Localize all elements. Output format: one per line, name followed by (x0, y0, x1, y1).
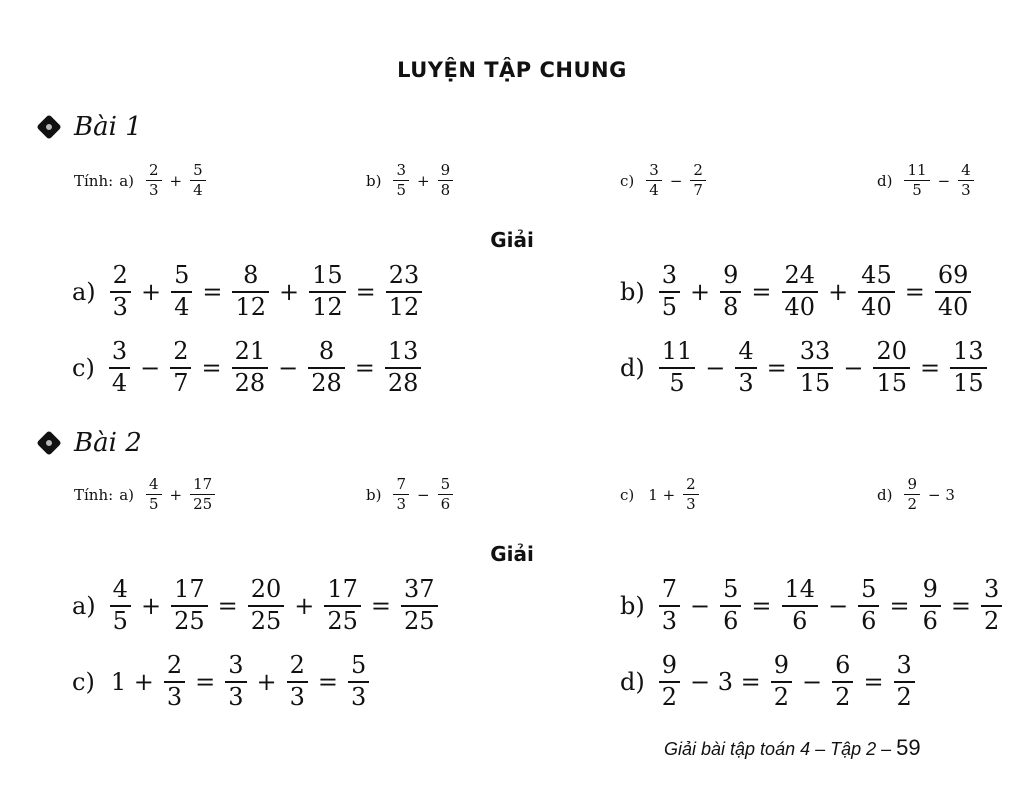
denominator: 8 (723, 292, 739, 321)
numerator: 17 (327, 575, 358, 603)
solution-c (72, 338, 421, 397)
denominator: 3 (661, 606, 678, 635)
fraction (164, 652, 185, 711)
operator: 1 + (110, 667, 154, 696)
fraction (190, 162, 206, 200)
numerator: 17 (174, 575, 205, 603)
denominator: 3 (289, 682, 305, 711)
numerator: 21 (234, 337, 266, 365)
fraction (935, 262, 972, 321)
denominator: 4 (649, 181, 659, 200)
numerator: 20 (250, 575, 282, 603)
operator: = (889, 591, 910, 620)
item-label: b) (620, 591, 645, 620)
problem-a (119, 162, 205, 200)
numerator: 20 (876, 337, 907, 365)
denominator: 8 (440, 181, 451, 200)
fraction (308, 338, 345, 397)
denominator: 3 (112, 292, 128, 321)
fraction (393, 476, 409, 514)
denominator: 2 (661, 682, 678, 711)
problem-row (74, 162, 206, 200)
solution-a (72, 262, 422, 321)
fraction (225, 652, 246, 711)
numerator: 9 (661, 651, 678, 679)
denominator: 25 (327, 606, 358, 635)
fraction (797, 338, 834, 397)
page-footer (664, 735, 921, 761)
item-label: c) (620, 485, 635, 504)
fraction (386, 262, 423, 321)
solution-d (620, 338, 987, 397)
problem-c (620, 476, 699, 514)
denominator: 15 (876, 368, 907, 397)
numerator: 5 (723, 575, 739, 603)
fraction (659, 652, 680, 711)
numerator: 7 (396, 475, 407, 493)
numerator: 23 (388, 261, 420, 289)
fraction (170, 338, 191, 397)
operator: − (802, 667, 823, 696)
numerator: 5 (351, 651, 367, 679)
operator: + (169, 171, 183, 190)
fraction (683, 476, 699, 514)
page-number: 59 (896, 735, 921, 760)
diamond-bullet-icon (36, 114, 61, 139)
numerator: 14 (784, 575, 816, 603)
fraction (894, 652, 915, 711)
denominator: 28 (311, 368, 342, 397)
numerator: 9 (723, 261, 739, 289)
denominator: 3 (738, 368, 754, 397)
section-heading-text: Bài 1 (74, 112, 142, 142)
solution-heading: Giải (490, 542, 534, 566)
numerator: 5 (440, 475, 451, 493)
denominator: 3 (396, 495, 407, 514)
fraction (904, 476, 920, 514)
operator: + (279, 277, 300, 306)
numerator: 2 (289, 651, 305, 679)
fraction (920, 576, 941, 635)
solution-d (620, 652, 915, 711)
denominator: 7 (693, 181, 703, 200)
fraction (438, 162, 454, 200)
operator: + (140, 591, 162, 620)
operator: = (195, 667, 216, 696)
fraction (782, 262, 819, 321)
item-label: c) (72, 353, 95, 382)
fraction (309, 262, 346, 321)
item-label: a) (72, 591, 96, 620)
problem-b (366, 476, 453, 514)
denominator: 28 (387, 368, 419, 397)
numerator: 5 (174, 261, 190, 289)
operator: − (828, 591, 849, 620)
fraction (646, 162, 662, 200)
solution-a (72, 576, 438, 635)
operator: + (256, 667, 277, 696)
operator: − (140, 353, 161, 382)
fraction (782, 576, 819, 635)
fraction (958, 162, 974, 200)
fraction (832, 652, 853, 711)
denominator: 6 (723, 606, 739, 635)
denominator: 12 (312, 292, 343, 321)
fraction (248, 576, 285, 635)
fraction (110, 262, 131, 321)
denominator: 2 (983, 606, 1000, 635)
fraction (720, 262, 741, 321)
fraction (401, 576, 438, 635)
fraction (858, 576, 879, 635)
numerator: 15 (312, 261, 343, 289)
denominator: 3 (228, 682, 244, 711)
solution-b (620, 576, 1002, 635)
denominator: 3 (148, 181, 159, 200)
fraction (232, 262, 269, 321)
operator: = (217, 591, 238, 620)
fraction (110, 576, 131, 635)
numerator: 2 (166, 651, 183, 679)
denominator: 40 (937, 292, 969, 321)
fraction (735, 338, 756, 397)
item-label: b) (620, 277, 645, 306)
numerator: 3 (983, 575, 1000, 603)
numerator: 4 (738, 337, 754, 365)
fraction (287, 652, 308, 711)
numerator: 11 (907, 161, 927, 179)
numerator: 45 (861, 261, 892, 289)
item-label: a) (119, 485, 134, 504)
numerator: 2 (693, 161, 703, 179)
numerator: 8 (243, 261, 259, 289)
problem-c (620, 162, 706, 200)
denominator: 2 (896, 682, 912, 711)
operator: = (751, 277, 772, 306)
operator: − (705, 353, 726, 382)
operator: − (843, 353, 864, 382)
denominator: 15 (953, 368, 984, 397)
footer-text: Giải bài tập toán 4 – Tập 2 – (664, 739, 892, 759)
fraction (232, 338, 269, 397)
numerator: 9 (773, 651, 790, 679)
denominator: 40 (784, 292, 816, 321)
operator: + (140, 277, 162, 306)
operator: − (937, 171, 951, 190)
denominator: 6 (792, 606, 808, 635)
numerator: 2 (148, 161, 159, 179)
fraction (393, 162, 409, 200)
denominator: 2 (773, 682, 790, 711)
numerator: 3 (896, 651, 912, 679)
item-label: d) (620, 353, 645, 382)
operator: − (417, 485, 430, 504)
operator: = (863, 667, 884, 696)
fraction (438, 476, 454, 514)
item-label: d) (620, 667, 645, 696)
section-heading-bai-1 (36, 112, 142, 142)
item-label: a) (72, 277, 96, 306)
denominator: 7 (173, 368, 189, 397)
item-label: c) (620, 171, 635, 190)
fraction (720, 576, 741, 635)
denominator: 5 (396, 181, 407, 200)
operator: − (690, 591, 711, 620)
numerator: 4 (148, 475, 159, 493)
numerator: 7 (661, 575, 678, 603)
numerator: 6 (835, 651, 851, 679)
operator: 1 + (648, 485, 676, 504)
item-label: d) (877, 171, 893, 190)
denominator: 2 (907, 495, 918, 514)
numerator: 2 (686, 475, 696, 493)
denominator: 6 (440, 495, 451, 514)
numerator: 3 (396, 161, 407, 179)
section-heading-text: Bài 2 (74, 428, 142, 458)
denominator: 40 (861, 292, 892, 321)
denominator: 4 (174, 292, 190, 321)
denominator: 2 (835, 682, 851, 711)
denominator: 4 (193, 181, 203, 200)
denominator: 28 (234, 368, 266, 397)
numerator: 69 (937, 261, 969, 289)
numerator: 9 (440, 161, 451, 179)
item-label: d) (877, 485, 893, 504)
page-title: LUYỆN TẬP CHUNG (397, 58, 627, 82)
operator: + (417, 171, 430, 190)
solution-heading: Giải (490, 228, 534, 252)
fraction (981, 576, 1002, 635)
numerator: 3 (649, 161, 659, 179)
denominator: 25 (250, 606, 282, 635)
numerator: 4 (112, 575, 128, 603)
numerator: 24 (784, 261, 816, 289)
problem-row (74, 476, 215, 514)
denominator: 3 (961, 181, 971, 200)
fraction (659, 262, 680, 321)
fraction (950, 338, 987, 397)
section-heading-bai-2 (36, 428, 142, 458)
fraction (348, 652, 369, 711)
item-label: b) (366, 171, 382, 190)
operator: + (690, 277, 711, 306)
operator: = (354, 353, 375, 382)
denominator: 4 (111, 368, 128, 397)
numerator: 17 (193, 475, 213, 493)
operator: = (355, 277, 376, 306)
operator: − 3 (928, 485, 955, 504)
denominator: 25 (174, 606, 205, 635)
numerator: 3 (228, 651, 244, 679)
fraction (171, 262, 192, 321)
denominator: 25 (193, 495, 213, 514)
operator: − (669, 171, 683, 190)
fraction (690, 162, 706, 200)
fraction (659, 338, 696, 397)
numerator: 4 (961, 161, 971, 179)
operator: + (828, 277, 849, 306)
denominator: 5 (148, 495, 159, 514)
numerator: 9 (907, 475, 918, 493)
fraction (904, 162, 929, 200)
fraction (324, 576, 361, 635)
fraction (109, 338, 130, 397)
numerator: 8 (318, 337, 335, 365)
fraction (171, 576, 208, 635)
problem-intro: Tính: (74, 171, 114, 190)
problem-intro: Tính: (74, 485, 114, 504)
numerator: 13 (953, 337, 984, 365)
numerator: 3 (661, 261, 678, 289)
denominator: 5 (112, 606, 128, 635)
numerator: 13 (387, 337, 419, 365)
problem-d (877, 476, 957, 514)
fraction (146, 162, 162, 200)
denominator: 15 (799, 368, 831, 397)
operator: = (950, 591, 971, 620)
numerator: 5 (193, 161, 203, 179)
denominator: 5 (669, 368, 685, 397)
problem-b (366, 162, 453, 200)
fraction (659, 576, 680, 635)
denominator: 25 (404, 606, 435, 635)
fraction (190, 476, 215, 514)
item-label: c) (72, 667, 95, 696)
numerator: 9 (922, 575, 938, 603)
solution-c (72, 652, 369, 711)
denominator: 3 (166, 682, 183, 711)
item-label: b) (366, 485, 382, 504)
item-label: a) (119, 171, 134, 190)
numerator: 2 (112, 261, 128, 289)
operator: + (169, 485, 183, 504)
fraction (771, 652, 792, 711)
fraction (858, 262, 895, 321)
operator: − 3 = (690, 667, 761, 696)
operator: = (766, 353, 787, 382)
operator: = (919, 353, 941, 382)
denominator: 3 (686, 495, 696, 514)
denominator: 6 (861, 606, 877, 635)
denominator: 5 (661, 292, 678, 321)
denominator: 3 (351, 682, 367, 711)
operator: − (278, 353, 299, 382)
denominator: 12 (388, 292, 420, 321)
operator: = (202, 277, 223, 306)
solution-b (620, 262, 971, 321)
operator: + (294, 591, 315, 620)
problem-a (119, 476, 215, 514)
fraction (873, 338, 910, 397)
numerator: 3 (111, 337, 128, 365)
numerator: 2 (173, 337, 189, 365)
denominator: 5 (912, 181, 922, 200)
fraction (146, 476, 162, 514)
operator: = (201, 353, 222, 382)
operator: = (370, 591, 392, 620)
numerator: 37 (404, 575, 435, 603)
operator: = (904, 277, 925, 306)
operator: = (317, 667, 338, 696)
fraction (385, 338, 422, 397)
denominator: 12 (235, 292, 266, 321)
denominator: 6 (922, 606, 938, 635)
numerator: 33 (799, 337, 831, 365)
operator: = (751, 591, 772, 620)
problem-d (877, 162, 974, 200)
diamond-bullet-icon (36, 430, 61, 455)
numerator: 11 (661, 337, 693, 365)
numerator: 5 (861, 575, 877, 603)
